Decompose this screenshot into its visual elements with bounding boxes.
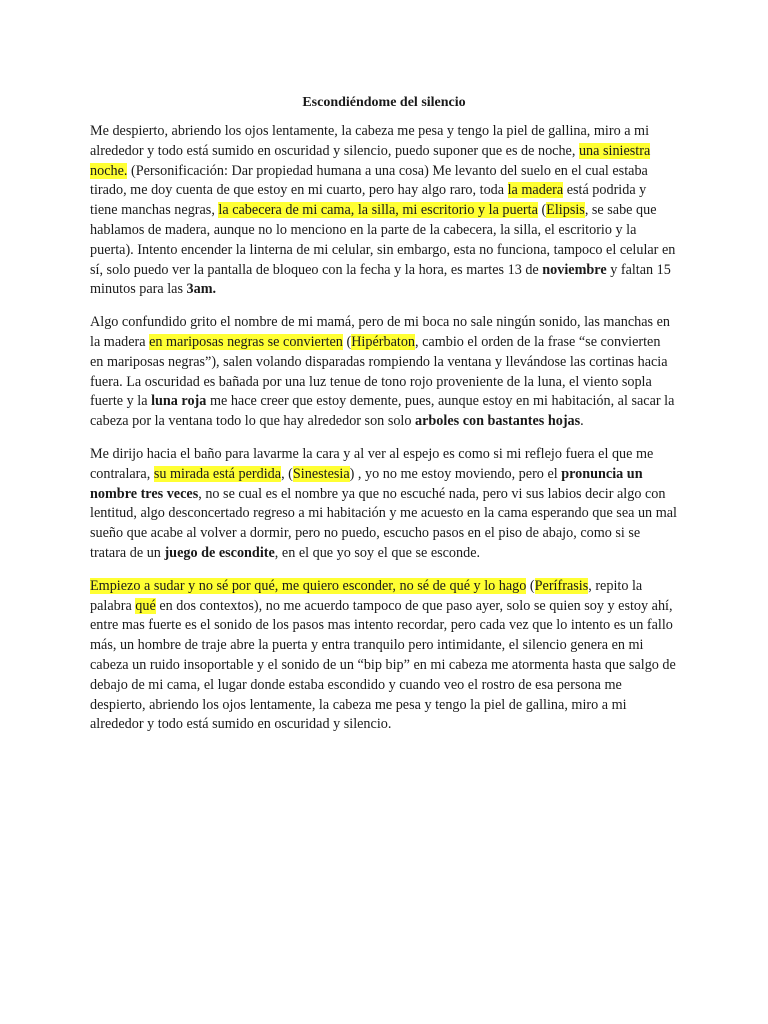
highlighted-text: qué	[135, 597, 156, 614]
highlighted-text: la madera	[507, 182, 564, 199]
bold-text: arboles con bastantes hojas	[415, 413, 581, 430]
text-run: (	[537, 202, 547, 219]
text-run: y faltan 15 minutos para las	[90, 261, 671, 298]
text-run: Me despierto, abriendo los ojos lentamente, la cabeza me pesa y tengo la piel de gallina, miro a mi alrededor y todo está sumido en oscuridad y silencio, puedo suponer que es de noche,	[90, 123, 650, 159]
bold-text: luna roja	[151, 393, 207, 410]
bold-text: noviembre	[542, 261, 607, 278]
text-run: , en el que yo soy el que se esconde.	[274, 544, 481, 561]
paragraph	[90, 445, 677, 564]
paragraph	[90, 577, 677, 735]
highlighted-text: Elipsis	[546, 202, 585, 219]
highlighted-text: Sinestesia	[292, 465, 350, 482]
text-run: en dos contextos), no me acuerdo tampoco de que paso ayer, solo se quien soy y estoy ahí, entre mas fuerte es el sonido de los pasos mas intento recordar, pero cada vez que lo intento es un fallo más, un hombre de traje abre la puerta y entra tranquilo pero intimidante, el silencio genera en mi cabeza un ruido insoportable y el sonido de un “bip bip” en mi cabeza me atormenta hasta que salgo de debajo de mi cama, el lugar donde estaba escondido y cuando veo el rostro de esa persona me despierto, abriendo los ojos lentamente, la cabeza me pesa y tengo la piel de gallina, miro a mi alrededor y todo está sumido en oscuridad y silencio.	[90, 597, 676, 733]
highlighted-text: Empiezo a sudar y no sé por qué, me quiero esconder, no sé de qué y lo hago	[90, 577, 527, 594]
text-run: , no se cual es el nombre ya que no escuché nada, pero vi sus labios decir algo con lentitud, algo desconcertado regreso a mi habitación y me acuesto en la cama esperando que sea un mal sueño que acabe al volver a dormir, pero no puedo, escucho pasos en el piso de abajo, como si se tratara de un	[90, 485, 677, 561]
text-run: , cambio el orden de la frase “se convierten en mariposas negras”), salen volando disparadas rompiendo la ventana y llevándose las cortinas hacia fuera. La oscuridad es bañada por una luz tenue de tono rojo proveniente de la luna, el viento sopla fuerte y la	[90, 333, 668, 410]
text-run: Algo confundido grito el nombre de mi mamá, pero de mi boca no sale ningún sonido, las manchas en la madera	[90, 314, 670, 350]
bold-text: 3am.	[186, 281, 217, 298]
text-run: (	[526, 577, 535, 594]
document-title: Escondiéndome del silencio	[302, 95, 466, 110]
text-run: (Personificación: Dar propiedad humana a una cosa) Me levanto del suelo en el cual estaba tirado, me doy cuenta de que estoy en mi cuarto, pero hay algo raro, toda	[90, 162, 648, 199]
text-run: (	[342, 333, 352, 350]
document-body	[90, 122, 677, 748]
highlighted-text: Hipérbaton	[351, 333, 416, 350]
highlighted-text: una siniestra noche.	[90, 142, 651, 179]
text-run: Me dirijo hacia el baño para lavarme la cara y al ver al espejo es como si mi reflejo fuera el que me contralara,	[90, 445, 654, 482]
text-run: .	[580, 413, 584, 430]
highlighted-text: su mirada está perdida	[153, 465, 282, 482]
text-run: me hace creer que estoy demente, pues, aunque estoy en mi habitación, al sacar la cabeza por la ventana todo lo que hay alrededor son solo	[90, 393, 675, 430]
text-run: ) , yo no me estoy moviendo, pero el	[349, 465, 562, 482]
paragraph	[90, 122, 677, 300]
bold-text: juego de escondite	[164, 544, 275, 561]
highlighted-text: Perífrasis	[534, 577, 589, 594]
highlighted-text: la cabecera de mi cama, la silla, mi escritorio y la puerta	[218, 202, 538, 219]
bold-text: pronuncia un nombre tres veces	[90, 465, 643, 502]
paragraph	[90, 313, 677, 432]
text-run: está podrida y tiene manchas negras,	[90, 182, 647, 219]
highlighted-text: en mariposas negras se convierten	[149, 333, 343, 350]
text-run: , repito la palabra	[90, 577, 643, 614]
text-run: , (	[281, 465, 293, 482]
text-run: , se sabe que hablamos de madera, aunque no lo menciono en la parte de la cabecera, la silla, el escritorio y la puerta). Intento encender la linterna de mi celular, sin embargo, esta no funciona, tampoco el celular en sí, solo puedo ver la pantalla de bloqueo con la fecha y la hora, es martes 13 de	[90, 202, 676, 278]
